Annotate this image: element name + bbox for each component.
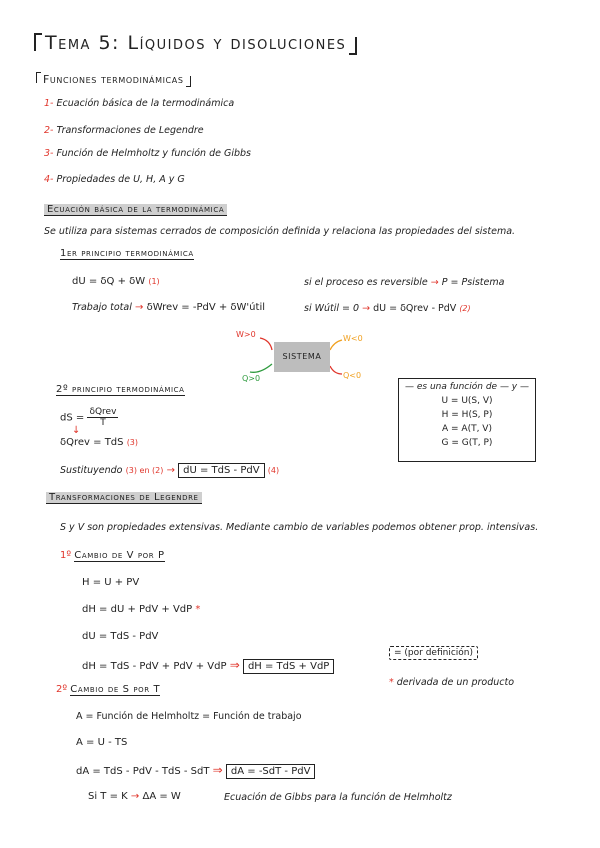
prop-row-h: H = H(S, P) [441,410,493,420]
props-header: — es una función de — y — [405,382,529,392]
a-def: A = Función de Helmholtz = Función de trabajo [76,711,302,722]
a-eq: A = U - TS [76,737,128,748]
arrow-q-in [250,364,272,372]
intro-item-1 [44,98,234,109]
eq1-tag: (1) [148,277,160,286]
ds-denominator: T [100,418,106,428]
def-note [389,648,478,658]
eq1 [72,276,160,287]
arrow-down-icon: ↓ [72,425,81,436]
principio1-heading: 1er principio termodinámica [60,248,194,259]
prop-row-u: U = U(S, V) [441,396,493,406]
asterisk-icon: * [389,677,394,688]
w-out-label: W<0 [343,334,363,343]
prop-row-a: A = A(T, V) [442,424,492,434]
ecuacion-heading: Ecuación básica de la termodinámica [44,204,227,216]
sistema-diagram [230,328,380,384]
intro-heading-text: Funciones termodinámicas [43,73,184,86]
sust-tags: (3) en (2) [125,466,164,475]
da-eq [76,763,315,777]
trabajo-label: Trabajo total [72,302,132,313]
dh-star: * [195,604,201,615]
trabajo-line [72,302,265,313]
final-line [88,791,181,802]
principio2-heading: 2º principio termodinámica [56,384,185,395]
reversible-line [304,277,504,288]
da-result: dA = -SdT - PdV [226,764,316,779]
wutil-tag: (2) [459,304,471,313]
item-text: Transformaciones de Legendre [56,125,204,136]
cambio2-heading [56,684,160,695]
item-number: 4- [44,174,54,185]
sust-result: dU = TdS - PdV [178,463,264,478]
final-result: ΔA = W [142,791,181,802]
arrow-right-icon: → [166,465,175,476]
wutil-text: si Wútil = 0 [304,303,360,314]
small-bracket-right-icon [186,76,191,87]
def-note-text: = (por definición) [389,646,478,660]
final-note: Ecuación de Gibbs para la función de Helmholtz [224,792,452,803]
item-text: Función de Helmholtz y función de Gibbs [56,148,251,159]
w-in-label: W>0 [236,330,256,339]
props-box [398,378,536,462]
arrow-right-icon: → [135,302,144,313]
item-text: Ecuación básica de la termodinámica [56,98,235,109]
ds-left: dS = [60,412,85,424]
wutil-eq: dU = δQrev - PdV [373,303,457,314]
intro-heading [36,72,191,87]
prop-row-g: G = G(T, P) [441,438,493,448]
page-title [34,32,357,55]
bracket-right-icon [349,37,357,55]
double-arrow-icon: ⇒ [212,763,223,777]
dh2-text: dH = TdS - PdV + PdV + VdP [82,661,227,672]
arrow-right-icon: → [130,791,140,802]
da-text: dA = TdS - PdV - TdS - SdT [76,766,210,777]
arrow-right-icon: → [430,277,439,288]
cambio2-text: Cambio de S por T [70,684,161,695]
ds-numerator: δQrev [89,407,117,417]
dh2-eq [82,658,334,672]
intro-item-2 [44,125,204,136]
reversible-text: si el proceso es reversible [304,277,428,288]
eq1-text: dU = δQ + δW [72,276,146,287]
item-number: 3- [44,148,54,159]
intro-item-4 [44,174,185,185]
deriv-note [389,677,514,688]
arrow-q-out [330,366,342,374]
du-eq: dU = TdS - PdV [82,631,159,642]
item-number: 2- [44,125,54,136]
intro-item-3 [44,148,251,159]
dq-tag: (3) [126,438,139,447]
double-arrow-icon: ⇒ [229,658,240,672]
cambio2-num: 2º [56,684,68,695]
reversible-result: P = Psistema [441,277,505,288]
bracket-left-icon [34,33,42,51]
deriv-note-text: derivada de un producto [396,677,515,688]
legendre-intro: S y V son propiedades extensivas. Mediante cambio de variables podemos obtener prop. intensivas. [60,522,539,533]
dh-text: dH = dU + PdV + VdP [82,604,193,615]
q-out-label: Q<0 [343,371,362,380]
sistema-box: SISTEMA [274,342,330,372]
cambio1-heading [60,550,165,561]
arrow-w-in [260,338,272,350]
dh-eq [82,604,200,615]
ds-eq [60,407,118,428]
h-def: H = U + PV [82,577,140,588]
arrow-right-icon: → [362,303,371,314]
dq-eq [60,437,138,448]
wutil-line [304,303,471,314]
small-bracket-left-icon [36,72,41,83]
sust-line [60,465,279,476]
ds-fraction [87,407,118,428]
page-title-text: Tema 5: Líquidos y disoluciones [45,32,347,54]
final-cond: Si T = K [88,791,128,802]
props-list [399,394,535,450]
arrow-w-out [330,340,342,350]
ecuacion-intro: Se utiliza para sistemas cerrados de composición definida y relaciona las propiedades del sistema. [44,226,516,237]
dq-text: δQrev = TdS [60,437,124,448]
trabajo-eq: δWrev = -PdV + δW'útil [146,302,265,313]
legendre-heading: Transformaciones de Legendre [46,492,202,504]
sust-text: Sustituyendo [60,465,123,476]
q-in-label: Q>0 [242,374,261,383]
sust-tag: (4) [267,466,280,475]
item-number: 1- [44,98,54,109]
dh-result: dH = TdS + VdP [243,659,334,674]
cambio1-text: Cambio de V por P [74,550,165,561]
cambio1-num: 1º [60,550,72,561]
item-text: Propiedades de U, H, A y G [56,174,185,185]
